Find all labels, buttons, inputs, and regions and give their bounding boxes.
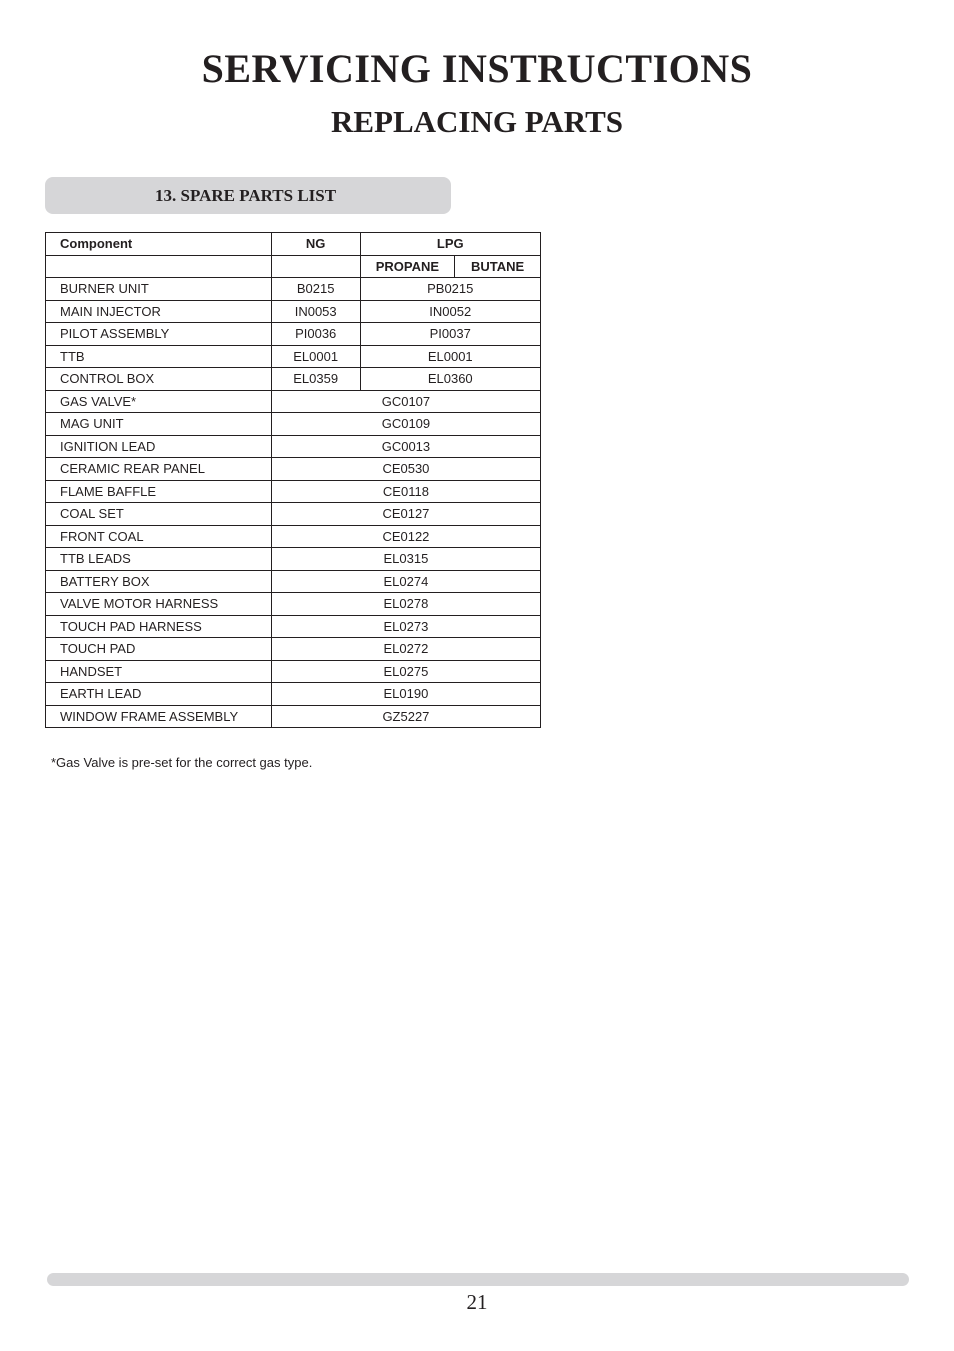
component-name: BURNER UNIT	[46, 278, 272, 301]
component-name: BATTERY BOX	[46, 570, 272, 593]
table-row	[46, 458, 541, 481]
section-title: 13. SPARE PARTS LIST	[155, 186, 337, 205]
table-row	[46, 503, 541, 526]
common-part-code: GC0013	[271, 435, 540, 458]
footer-bar	[47, 1273, 909, 1286]
ng-part-code: B0215	[271, 278, 360, 301]
ng-part-code: EL0001	[271, 345, 360, 368]
common-part-code: CE0530	[271, 458, 540, 481]
spare-parts-table	[45, 232, 541, 728]
common-part-code: GC0107	[271, 390, 540, 413]
lpg-part-code: PI0037	[360, 323, 541, 346]
common-part-code: GZ5227	[271, 705, 540, 728]
component-name: EARTH LEAD	[46, 683, 272, 706]
component-name: FRONT COAL	[46, 525, 272, 548]
table-row	[46, 548, 541, 571]
table-row	[46, 323, 541, 346]
column-header-butane: BUTANE	[455, 255, 541, 278]
component-name: TTB LEADS	[46, 548, 272, 571]
column-header-propane: PROPANE	[360, 255, 455, 278]
component-name: IGNITION LEAD	[46, 435, 272, 458]
table-row	[46, 390, 541, 413]
table-row	[46, 660, 541, 683]
table-row	[46, 278, 541, 301]
common-part-code: CE0118	[271, 480, 540, 503]
table-row	[46, 368, 541, 391]
lpg-part-code: EL0360	[360, 368, 541, 391]
component-name: COAL SET	[46, 503, 272, 526]
column-header-ng: NG	[271, 233, 360, 256]
common-part-code: EL0278	[271, 593, 540, 616]
table-row	[46, 525, 541, 548]
table-row	[46, 705, 541, 728]
table-row	[46, 345, 541, 368]
component-name: MAG UNIT	[46, 413, 272, 436]
component-name: PILOT ASSEMBLY	[46, 323, 272, 346]
common-part-code: CE0122	[271, 525, 540, 548]
lpg-part-code: PB0215	[360, 278, 541, 301]
common-part-code: CE0127	[271, 503, 540, 526]
footnote: *Gas Valve is pre-set for the correct gas type.	[51, 755, 313, 770]
component-name: VALVE MOTOR HARNESS	[46, 593, 272, 616]
ng-part-code: EL0359	[271, 368, 360, 391]
common-part-code: EL0315	[271, 548, 540, 571]
column-header-lpg: LPG	[360, 233, 541, 256]
lpg-part-code: IN0052	[360, 300, 541, 323]
ng-part-code: PI0036	[271, 323, 360, 346]
table-header-row	[46, 233, 541, 256]
component-name: GAS VALVE*	[46, 390, 272, 413]
table-row	[46, 593, 541, 616]
component-name: MAIN INJECTOR	[46, 300, 272, 323]
common-part-code: EL0190	[271, 683, 540, 706]
component-name: TOUCH PAD HARNESS	[46, 615, 272, 638]
table-row	[46, 413, 541, 436]
page-subtitle: REPLACING PARTS	[330, 104, 623, 139]
component-name: CONTROL BOX	[46, 368, 272, 391]
ng-part-code: IN0053	[271, 300, 360, 323]
common-part-code: GC0109	[271, 413, 540, 436]
component-name: CERAMIC REAR PANEL	[46, 458, 272, 481]
table-row	[46, 615, 541, 638]
subheader-ng-empty-cell	[271, 255, 360, 278]
common-part-code: EL0274	[271, 570, 540, 593]
column-header-component: Component	[46, 233, 272, 256]
table-row	[46, 300, 541, 323]
subheader-empty-cell	[46, 255, 272, 278]
common-part-code: EL0273	[271, 615, 540, 638]
component-name: TTB	[46, 345, 272, 368]
common-part-code: EL0275	[271, 660, 540, 683]
page-title: SERVICING INSTRUCTIONS	[201, 46, 753, 91]
lpg-part-code: EL0001	[360, 345, 541, 368]
component-name: HANDSET	[46, 660, 272, 683]
table-row	[46, 570, 541, 593]
section-header-bar	[45, 177, 451, 214]
component-name: FLAME BAFFLE	[46, 480, 272, 503]
page-number: 21	[466, 1290, 488, 1314]
table-row	[46, 435, 541, 458]
table-row	[46, 638, 541, 661]
common-part-code: EL0272	[271, 638, 540, 661]
table-row	[46, 480, 541, 503]
table-subheader-row	[46, 255, 541, 278]
component-name: TOUCH PAD	[46, 638, 272, 661]
component-name: WINDOW FRAME ASSEMBLY	[46, 705, 272, 728]
table-row	[46, 683, 541, 706]
